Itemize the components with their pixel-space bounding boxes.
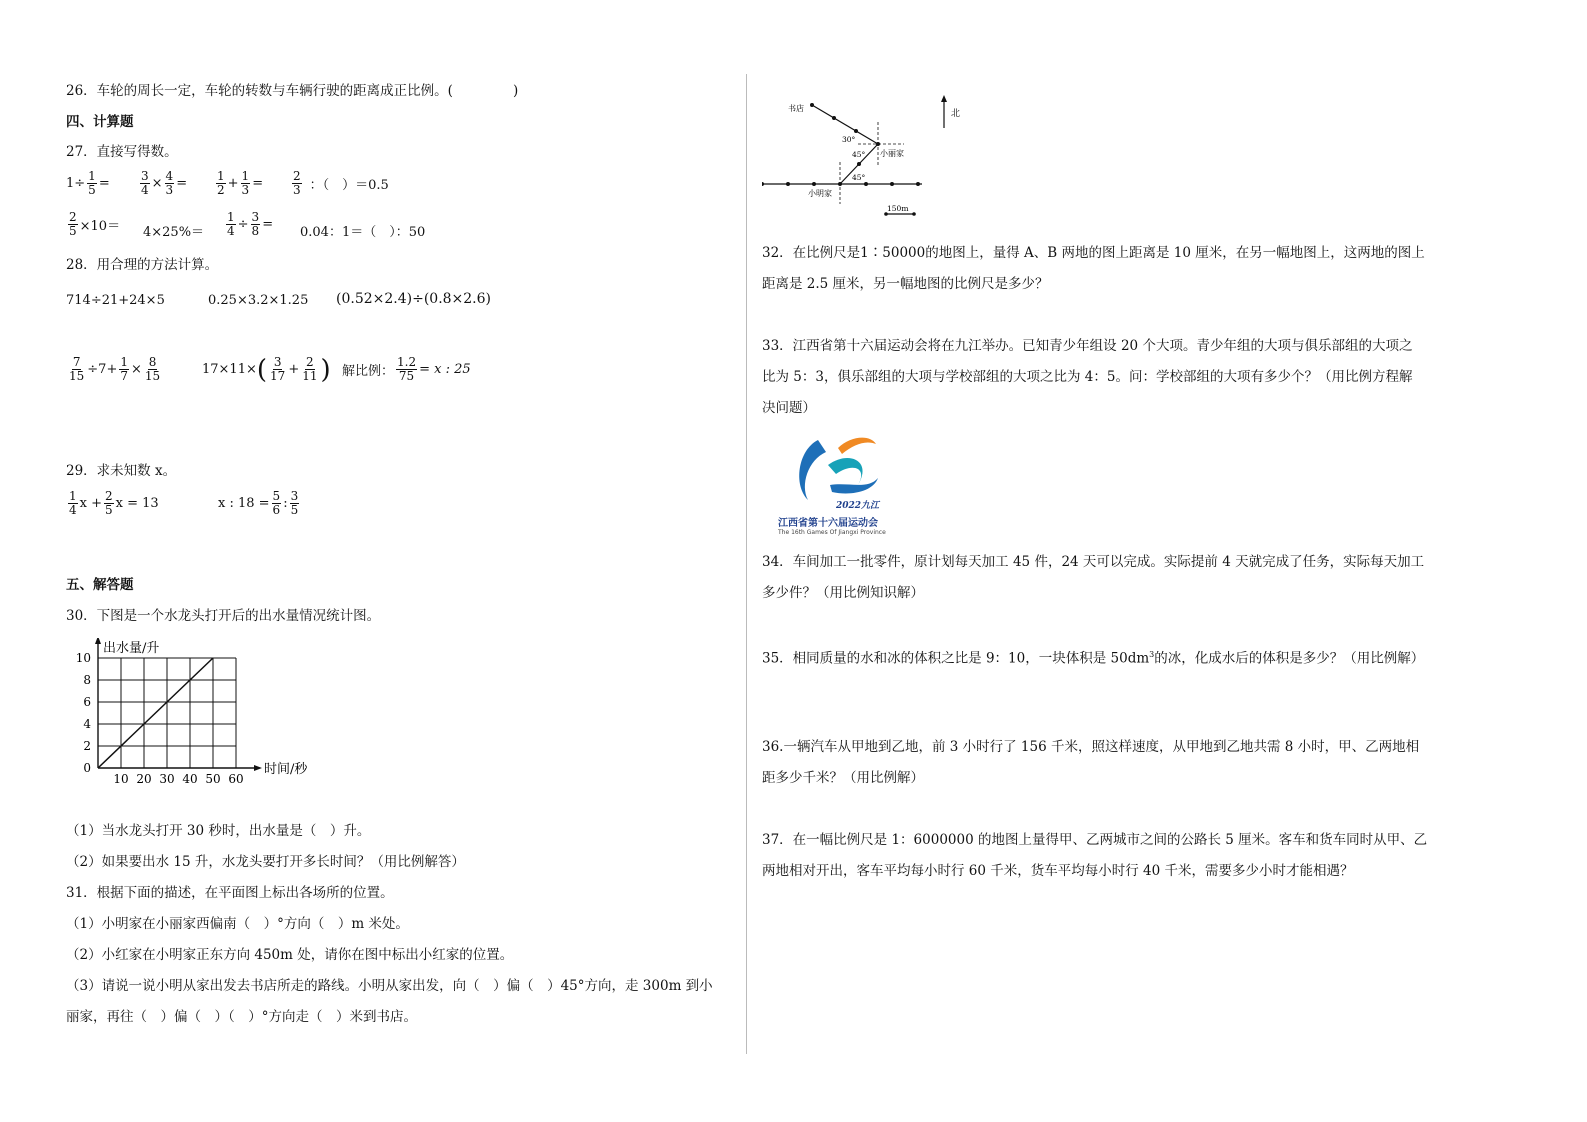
q26-close: ) bbox=[512, 83, 519, 99]
water-flow-chart bbox=[66, 638, 326, 798]
q35-pre: 35．相同质量的水和冰的体积之比是 9：10，一块体积是 50dm bbox=[762, 650, 1150, 667]
fraction bbox=[104, 490, 114, 517]
q28-item-c: (0.52×2.4)÷(0.8×2.6) bbox=[336, 291, 492, 307]
question-35 bbox=[762, 646, 1424, 668]
logo-swoosh bbox=[830, 478, 878, 493]
fraction bbox=[144, 356, 161, 383]
y-tick-label: 4 bbox=[83, 717, 91, 731]
denominator: 3 bbox=[293, 183, 301, 197]
numerator: 1 bbox=[227, 210, 235, 224]
q27-item-e bbox=[66, 211, 120, 238]
x-tick-label: 10 bbox=[113, 772, 129, 786]
q28-f-post: = x : 25 bbox=[419, 362, 471, 377]
fraction bbox=[119, 356, 129, 383]
xiaoli-label: 小丽家 bbox=[880, 149, 904, 158]
numerator: 1 bbox=[217, 169, 225, 183]
q28-item-b: 0.25×3.2×1.25 bbox=[208, 293, 309, 308]
question-34: 34．车间加工一批零件，原计划每天加工 45 件，24 天可以完成。实际提前 4 天就完成了任务，实际每天加工 bbox=[762, 554, 1425, 570]
q29-item-b bbox=[218, 490, 301, 517]
x-axis-label: 时间/秒 bbox=[264, 762, 308, 777]
numerator: 7 bbox=[72, 355, 81, 369]
y-tick-label: 10 bbox=[75, 651, 91, 665]
y-axis-label: 出水量/升 bbox=[103, 641, 160, 656]
denominator: 8 bbox=[251, 224, 260, 238]
numerator: 3 bbox=[251, 210, 260, 224]
denominator: 75 bbox=[398, 369, 415, 383]
operator: × bbox=[130, 362, 142, 377]
y-tick-label: 2 bbox=[83, 739, 91, 753]
fraction bbox=[68, 490, 78, 517]
denominator: 5 bbox=[69, 224, 77, 238]
question-31: 31．根据下面的描述，在平面图上标出各场所的位置。 bbox=[66, 885, 394, 901]
q27-a-post: = bbox=[98, 176, 110, 191]
q28-item-d bbox=[66, 356, 163, 383]
denominator: 4 bbox=[141, 183, 149, 197]
question-32: 32．在比例尺是1∶50000的地图上，量得 A、B 两地的图上距离是 10 厘米，在另一幅地图上，这两地的图上 bbox=[762, 245, 1425, 261]
numerator: 3 bbox=[141, 169, 149, 183]
fraction bbox=[290, 490, 300, 517]
numerator: 3 bbox=[273, 355, 282, 369]
question-31-1: （1）小明家在小丽家西偏南（ ）°方向（ ）m 米处。 bbox=[66, 916, 409, 932]
location-map bbox=[762, 92, 982, 227]
q27-e-post: ×10＝ bbox=[79, 219, 121, 234]
q35-post: 的冰，化成水后的体积是多少？（用比例解） bbox=[1154, 650, 1425, 667]
q28-e-pre: 17×11× bbox=[202, 362, 257, 377]
question-33: 33．江西省第十六届运动会将在九江举办。已知青少年组设 20 个大项。青少年组的大项与俱乐部组的大项之 bbox=[762, 338, 1413, 354]
denominator: 15 bbox=[144, 369, 161, 383]
operator: ÷7+ bbox=[87, 362, 118, 377]
paren-open: ( bbox=[256, 354, 268, 385]
numerator: 1 bbox=[69, 489, 77, 503]
q27-a-pre: 1÷ bbox=[66, 176, 86, 191]
y-tick-label: 8 bbox=[83, 673, 91, 687]
q29-a-post: x = 13 bbox=[115, 496, 159, 511]
operator: + bbox=[288, 362, 300, 377]
denominator: 5 bbox=[88, 183, 96, 197]
q29-item-a bbox=[66, 490, 159, 517]
north-label: 北 bbox=[951, 109, 961, 119]
question-26 bbox=[66, 82, 518, 100]
section-4-heading: 四、计算题 bbox=[66, 114, 134, 130]
denominator: 4 bbox=[227, 224, 235, 238]
q26-text: 26．车轮的周长一定，车轮的转数与车辆行驶的距离成正比例。( bbox=[66, 83, 453, 99]
fraction bbox=[216, 170, 226, 197]
q27-item-f: 4×25%＝ bbox=[143, 225, 205, 240]
fraction bbox=[68, 356, 85, 383]
denominator: 15 bbox=[69, 369, 85, 383]
x-tick-label: 40 bbox=[182, 772, 198, 786]
logo-swoosh bbox=[799, 440, 826, 500]
denominator: 7 bbox=[120, 369, 128, 383]
q27-item-g bbox=[224, 211, 273, 238]
q29-b-sep: : bbox=[283, 496, 288, 511]
numerator: 2 bbox=[69, 210, 77, 224]
operator: ÷ bbox=[237, 217, 249, 232]
denominator: 17 bbox=[270, 369, 286, 383]
y-tick-label: 0 bbox=[83, 761, 91, 775]
path-dot bbox=[857, 162, 861, 166]
q28-item-f bbox=[342, 356, 471, 383]
scale-label: 150m bbox=[887, 204, 909, 213]
fraction bbox=[251, 211, 261, 238]
question-30-1: （1）当水龙头打开 30 秒时，出水量是（ ）升。 bbox=[66, 823, 371, 839]
q28-item-a: 714÷21+24×5 bbox=[66, 293, 165, 308]
operator: + bbox=[227, 176, 239, 191]
logo-year: 2022九江 bbox=[836, 501, 880, 510]
q27-item-h: 0.04：1＝（ ）：50 bbox=[300, 225, 426, 240]
numerator: 2 bbox=[293, 169, 301, 183]
question-31-3: （3）请说一说小明从家出发去书店所走的路线。小明从家出发，向（ ）偏（ ）45°方向，走 300m 到小 bbox=[66, 978, 713, 994]
fraction bbox=[396, 356, 417, 383]
denominator: 3 bbox=[241, 183, 250, 197]
numerator: 8 bbox=[148, 355, 157, 369]
logo-subtitle: The 16th Games Of Jiangxi Province bbox=[778, 529, 886, 536]
question-37b: 两地相对开出，客车平均每小时行 60 千米，货车平均每小时行 40 千米，需要多少小时才能相遇？ bbox=[762, 863, 1354, 879]
logo-swoosh bbox=[838, 438, 876, 454]
fraction bbox=[165, 170, 175, 197]
bookstore-dot bbox=[810, 103, 814, 107]
q27-b-post: = bbox=[176, 176, 188, 191]
scale-dot bbox=[884, 212, 888, 216]
numerator: 5 bbox=[272, 489, 281, 503]
q27-c-post: = bbox=[252, 176, 264, 191]
series-line bbox=[98, 658, 213, 768]
question-30-2: （2）如果要出水 15 升，水龙头要打开多长时间？（用比例解答） bbox=[66, 854, 465, 870]
x-tick-label: 30 bbox=[159, 772, 175, 786]
question-31-3b: 丽家，再往（ ）偏（ ）（ ）°方向走（ ）米到书店。 bbox=[66, 1009, 417, 1025]
q27-d-post: ：（ ）＝0.5 bbox=[309, 178, 389, 193]
numerator: 1 bbox=[120, 355, 128, 369]
q27-item-a bbox=[66, 170, 110, 197]
scale-dot bbox=[912, 212, 916, 216]
q27-g-post: = bbox=[262, 217, 274, 232]
games-logo-mark bbox=[778, 430, 898, 510]
section-5-heading: 五、解答题 bbox=[66, 577, 134, 593]
q27-item-c bbox=[214, 170, 263, 197]
fraction bbox=[140, 170, 150, 197]
denominator: 6 bbox=[272, 503, 281, 517]
denominator: 5 bbox=[290, 503, 299, 517]
numerator: 4 bbox=[165, 169, 174, 183]
question-33c: 决问题） bbox=[762, 400, 816, 416]
numerator: 1 bbox=[241, 169, 250, 183]
north-arrow-head bbox=[941, 95, 947, 102]
q29-b-pre: x : 18 = bbox=[218, 496, 270, 511]
fraction bbox=[87, 170, 97, 197]
q28-f-pre: 解比例： bbox=[342, 364, 395, 379]
x-tick-label: 60 bbox=[228, 772, 244, 786]
numerator: 3 bbox=[290, 489, 299, 503]
x-tick-label: 20 bbox=[136, 772, 152, 786]
path-dot bbox=[832, 116, 836, 120]
question-32b: 距离是 2.5 厘米，另一幅地图的比例尺是多少？ bbox=[762, 276, 1049, 292]
denominator: 11 bbox=[302, 369, 318, 383]
question-36: 36.一辆汽车从甲地到乙地，前 3 小时行了 156 千米，照这样速度，从甲地到乙地共需 8 小时，甲、乙两地相 bbox=[762, 739, 1420, 755]
operator: × bbox=[151, 176, 163, 191]
question-27: 27．直接写得数。 bbox=[66, 144, 178, 160]
fraction bbox=[269, 356, 286, 383]
path-dot bbox=[854, 129, 858, 133]
question-31-2: （2）小红家在小明家正东方向 450m 处，请你在图中标出小红家的位置。 bbox=[66, 947, 514, 963]
numerator: 1.2 bbox=[397, 355, 417, 369]
denominator: 3 bbox=[165, 183, 174, 197]
q29-a-mid: x + bbox=[79, 496, 102, 511]
q28-item-e bbox=[202, 356, 331, 383]
column-divider bbox=[746, 74, 747, 1054]
fraction bbox=[292, 170, 302, 197]
q35-superscript: 3 bbox=[1149, 650, 1155, 659]
angle-45-label: 45° bbox=[852, 150, 866, 159]
question-34b: 多少件？（用比例知识解） bbox=[762, 585, 924, 601]
fraction bbox=[241, 170, 251, 197]
x-axis-arrow bbox=[254, 765, 262, 771]
y-axis-arrow bbox=[95, 638, 101, 644]
angle-45-label: 45° bbox=[852, 173, 866, 182]
fraction bbox=[301, 356, 318, 383]
denominator: 5 bbox=[105, 503, 113, 517]
q27-item-d bbox=[290, 170, 389, 197]
x-tick-label: 50 bbox=[205, 772, 221, 786]
fraction bbox=[272, 490, 282, 517]
denominator: 2 bbox=[217, 183, 225, 197]
logo-title: 江西省第十六届运动会 bbox=[778, 518, 878, 529]
numerator: 1 bbox=[88, 169, 96, 183]
xiaoming-label: 小明家 bbox=[808, 189, 832, 198]
question-28: 28．用合理的方法计算。 bbox=[66, 257, 219, 273]
logo-swoosh bbox=[828, 458, 863, 485]
games-logo bbox=[778, 430, 898, 540]
question-30: 30．下图是一个水龙头打开后的出水量情况统计图。 bbox=[66, 608, 381, 624]
q27-item-b bbox=[138, 170, 187, 197]
question-29: 29．求未知数 x。 bbox=[66, 463, 177, 479]
numerator: 2 bbox=[105, 489, 113, 503]
numerator: 2 bbox=[306, 355, 314, 369]
denominator: 4 bbox=[69, 503, 77, 517]
paren-close: ) bbox=[320, 354, 331, 385]
y-tick-label: 6 bbox=[83, 695, 91, 709]
angle-30-label: 30° bbox=[842, 135, 856, 144]
question-33b: 比为 5：3，俱乐部组的大项与学校部组的大项之比为 4：5。问：学校部组的大项有多少个？（用比例方程解 bbox=[762, 369, 1413, 385]
fraction bbox=[68, 211, 78, 238]
question-36b: 距多少千米？（用比例解） bbox=[762, 770, 924, 786]
question-37: 37．在一幅比例尺是 1：6000000 的地图上量得甲、乙两城市之间的公路长 5 厘米。客车和货车同时从甲、乙 bbox=[762, 832, 1428, 848]
bookstore-label: 书店 bbox=[788, 104, 804, 113]
fraction bbox=[226, 211, 236, 238]
